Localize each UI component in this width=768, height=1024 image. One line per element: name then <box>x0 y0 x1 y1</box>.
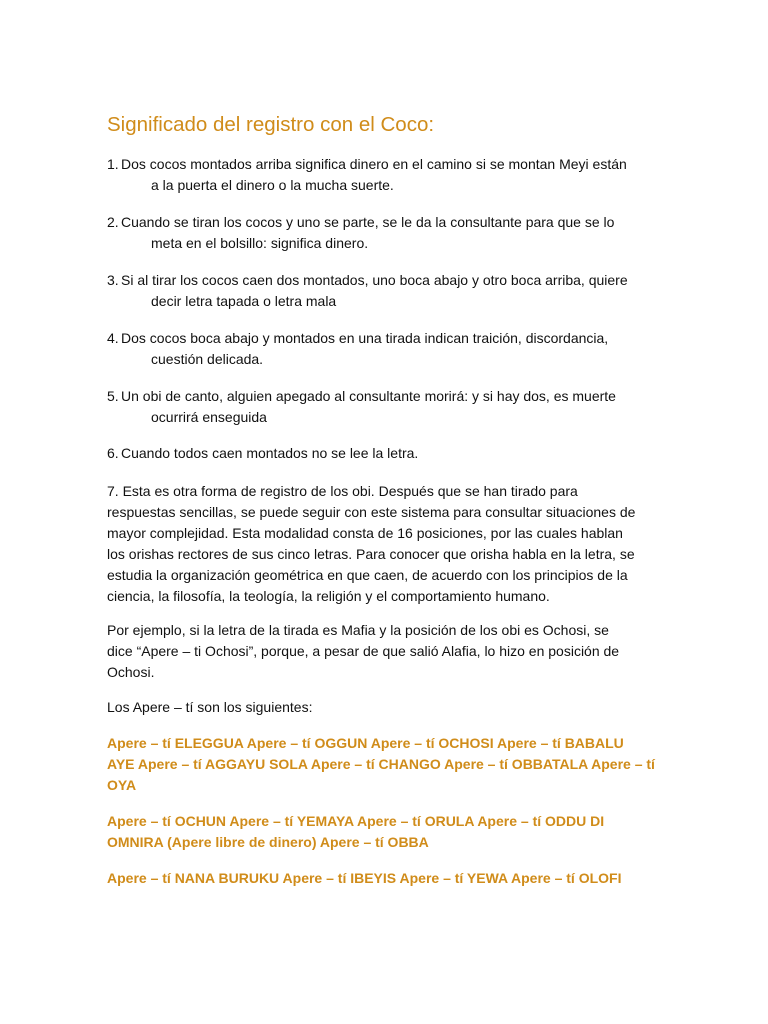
item-text: Un obi de canto, alguien apegado al consultante morirá: y si hay dos, es muerte <box>121 388 616 404</box>
list-item <box>107 443 667 464</box>
page-title: Significado del registro con el Coco: <box>107 113 435 136</box>
example-paragraph <box>107 620 667 683</box>
item-number: 1. <box>107 156 119 172</box>
paragraph-line: respuestas sencillas, se puede seguir con este sistema para consultar situaciones de <box>107 504 636 520</box>
list-item <box>107 154 667 196</box>
item-continuation: ocurrirá enseguida <box>151 409 267 425</box>
item-continuation: meta en el bolsillo: significa dinero. <box>151 235 369 251</box>
item-number: 4. <box>107 330 119 346</box>
item-number: 2. <box>107 214 119 230</box>
apere-line: OMNIRA (Apere libre de dinero) Apere – tí OBBA <box>107 834 429 850</box>
apere-line: AYE Apere – tí AGGAYU SOLA Apere – tí CHANGO Apere – tí OBBATALA Apere – tí <box>107 756 655 772</box>
apere-intro: Los Apere – tí son los siguientes: <box>107 699 313 715</box>
paragraph-line: los orishas rectores de sus cinco letras. Para conocer que orisha habla en la letra, se <box>107 546 635 562</box>
apere-list-block <box>107 811 667 853</box>
paragraph-line: Por ejemplo, si la letra de la tirada es Mafia y la posición de los obi es Ochosi, se <box>107 622 609 638</box>
item-continuation: decir letra tapada o letra mala <box>151 293 337 309</box>
list-item <box>107 386 667 428</box>
paragraph-seven <box>107 481 667 607</box>
paragraph-line: estudia la organización geométrica en que caen, de acuerdo con los principios de la <box>107 567 628 583</box>
paragraph-line: 7. Esta es otra forma de registro de los obi. Después que se han tirado para <box>107 483 578 499</box>
item-text: Dos cocos montados arriba significa dinero en el camino si se montan Meyi están <box>121 156 627 172</box>
apere-line: Apere – tí ELEGGUA Apere – tí OGGUN Apere – tí OCHOSI Apere – tí BABALU <box>107 735 624 751</box>
paragraph-line: dice “Apere – ti Ochosi”, porque, a pesar de que salió Alafia, lo hizo en posición de <box>107 643 620 659</box>
paragraph-line: mayor complejidad. Esta modalidad consta de 16 posiciones, por las cuales hablan <box>107 525 623 541</box>
paragraph-line: ciencia, la filosofía, la teología, la religión y el comportamiento humano. <box>107 588 550 604</box>
apere-line: Apere – tí NANA BURUKU Apere – tí IBEYIS Apere – tí YEWA Apere – tí OLOFI <box>107 870 622 886</box>
item-continuation: cuestión delicada. <box>151 351 264 367</box>
list-item <box>107 270 667 312</box>
list-item <box>107 212 667 254</box>
apere-line: Apere – tí OCHUN Apere – tí YEMAYA Apere – tí ORULA Apere – tí ODDU DI <box>107 813 605 829</box>
item-number: 3. <box>107 272 119 288</box>
item-text: Cuando se tiran los cocos y uno se parte, se le da la consultante para que se lo <box>121 214 615 230</box>
item-number: 6. <box>107 445 119 461</box>
list-item <box>107 328 667 370</box>
item-text: Si al tirar los cocos caen dos montados, uno boca abajo y otro boca arriba, quiere <box>121 272 628 288</box>
paragraph-line: Ochosi. <box>107 664 155 680</box>
item-text: Dos cocos boca abajo y montados en una tirada indican traición, discordancia, <box>121 330 609 346</box>
apere-line: OYA <box>107 777 137 793</box>
item-continuation: a la puerta el dinero o la mucha suerte. <box>151 177 394 193</box>
apere-list-block <box>107 868 667 889</box>
item-number: 5. <box>107 388 119 404</box>
apere-list-block <box>107 733 667 796</box>
item-text: Cuando todos caen montados no se lee la letra. <box>121 445 419 461</box>
